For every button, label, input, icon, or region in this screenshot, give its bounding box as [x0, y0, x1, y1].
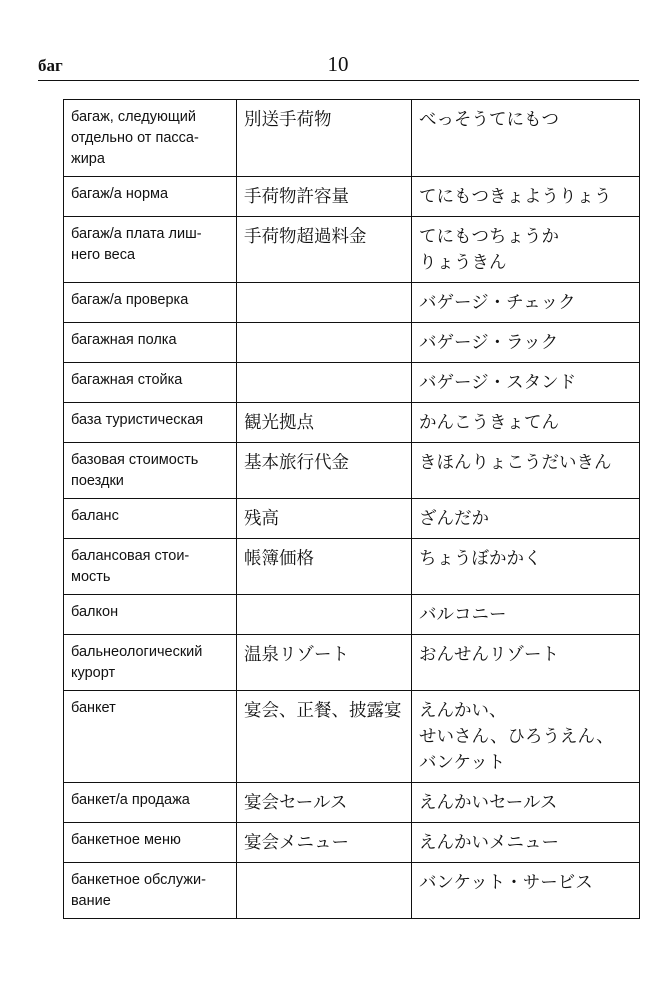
table-row [64, 323, 640, 363]
japanese-kanji: 温泉リゾート [237, 635, 412, 691]
table-row [64, 783, 640, 823]
japanese-kanji: 宴会、正餐、披露宴 [237, 691, 412, 783]
japanese-kanji: 宴会メニュー [237, 823, 412, 863]
japanese-reading: おんせんリゾート [412, 635, 640, 691]
russian-term: банкет [64, 691, 237, 783]
japanese-reading: べっそうてにもつ [412, 100, 640, 177]
guide-word: баг [38, 56, 63, 75]
japanese-reading: バンケット・サービス [412, 863, 640, 919]
japanese-reading: えんかいセールス [412, 783, 640, 823]
table-row [64, 283, 640, 323]
japanese-reading: てにもつきょようりょう [412, 177, 640, 217]
japanese-kanji [237, 595, 412, 635]
russian-term: багажная полка [64, 323, 237, 363]
japanese-kanji: 残高 [237, 499, 412, 539]
russian-term: банкетное обслужи- вание [64, 863, 237, 919]
russian-term: багаж/а норма [64, 177, 237, 217]
page-number: 10 [327, 52, 349, 76]
japanese-kanji: 観光拠点 [237, 403, 412, 443]
japanese-reading: バゲージ・ラック [412, 323, 640, 363]
russian-term: багаж/а проверка [64, 283, 237, 323]
japanese-reading: バゲージ・チェック [412, 283, 640, 323]
russian-term: балкон [64, 595, 237, 635]
japanese-reading: えんかいメニュー [412, 823, 640, 863]
russian-term: бальнеологический курорт [64, 635, 237, 691]
russian-term: банкет/а продажа [64, 783, 237, 823]
japanese-kanji [237, 863, 412, 919]
japanese-reading: てにもつちょうか りょうきん [412, 217, 640, 283]
japanese-kanji: 基本旅行代金 [237, 443, 412, 499]
table-row [64, 823, 640, 863]
japanese-reading: きほんりょこうだいきん [412, 443, 640, 499]
table-row [64, 595, 640, 635]
russian-term: базовая стоимость поездки [64, 443, 237, 499]
russian-term: багаж, следующий отдельно от пасса- жира [64, 100, 237, 177]
russian-term: банкетное меню [64, 823, 237, 863]
japanese-kanji: 別送手荷物 [237, 100, 412, 177]
table-row [64, 363, 640, 403]
japanese-kanji: 手荷物許容量 [237, 177, 412, 217]
table-row [64, 635, 640, 691]
table-row [64, 539, 640, 595]
table-row [64, 499, 640, 539]
japanese-reading: えんかい、 せいさん、ひろうえん、 バンケット [412, 691, 640, 783]
table-row [64, 863, 640, 919]
japanese-reading: ちょうぼかかく [412, 539, 640, 595]
japanese-reading: バルコニー [412, 595, 640, 635]
page-header [38, 50, 638, 80]
table-row [64, 443, 640, 499]
russian-term: база туристическая [64, 403, 237, 443]
table-row [64, 691, 640, 783]
japanese-kanji: 帳簿価格 [237, 539, 412, 595]
russian-term: балансовая стои- мость [64, 539, 237, 595]
table-row [64, 177, 640, 217]
japanese-reading: バゲージ・スタンド [412, 363, 640, 403]
japanese-reading: ざんだか [412, 499, 640, 539]
japanese-kanji: 宴会セールス [237, 783, 412, 823]
russian-term: багаж/а плата лиш- него веса [64, 217, 237, 283]
russian-term: багажная стойка [64, 363, 237, 403]
japanese-kanji [237, 363, 412, 403]
russian-term: баланс [64, 499, 237, 539]
japanese-reading: かんこうきょてん [412, 403, 640, 443]
table-row [64, 403, 640, 443]
table-row [64, 100, 640, 177]
japanese-kanji: 手荷物超過料金 [237, 217, 412, 283]
japanese-kanji [237, 323, 412, 363]
japanese-kanji [237, 283, 412, 323]
header-rule [38, 80, 639, 81]
table-row [64, 217, 640, 283]
dictionary-table [63, 99, 640, 919]
